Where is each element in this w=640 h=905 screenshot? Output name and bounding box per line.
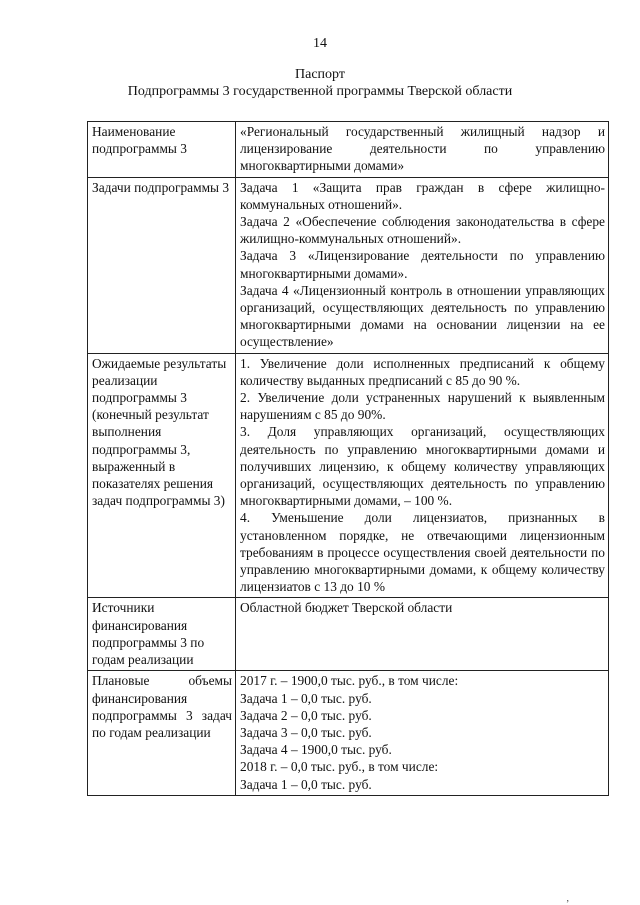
scan-mark: ‚ <box>566 893 570 904</box>
content-paragraph: 1. Увеличение доли исполненных предписаний к общему количеству выданных предписаний с 85 до 90 %. <box>240 355 605 388</box>
content-paragraph: 2. Увеличение доли устраненных нарушений к выявленным нарушениям с 85 до 90%. <box>240 390 605 423</box>
table-row <box>88 353 609 598</box>
content-paragraph: Задача 4 «Лицензионный контроль в отношении управляющих организаций, осуществляющих деятельность по управлению многоквартирными домами на основании лицензии на ее осуществление» <box>240 282 605 350</box>
row-label: Задачи подпрограммы 3 <box>88 177 236 353</box>
content-paragraph: 4. Уменьшение доли лицензиатов, признанных в установленном порядке, не отвечающими лицензионным требованиям в процессе осуществления своей деятельности по управлению многоквартирными домами, к общему количеству лицензиатов с 13 до 10 % <box>240 510 605 595</box>
row-label: Наименование подпрограммы 3 <box>88 122 236 178</box>
row-label: Плановые объемы финансирования подпрограммы 3 задач по годам реализации <box>88 671 236 795</box>
content-paragraph: Задача 2 «Обеспечение соблюдения законодательства в сфере жилищно-коммунальных отношений». <box>240 214 605 247</box>
content-paragraph: Задача 3 «Лицензирование деятельности по управлению многоквартирными домами». <box>240 248 605 281</box>
row-content <box>236 671 609 795</box>
content-paragraph: «Региональный государственный жилищный надзор и лицензирование деятельности по управлению многоквартирными домами» <box>240 124 605 174</box>
page-number: 14 <box>313 36 327 51</box>
row-label: Источники финансирования подпрограммы 3 по годам реализации <box>88 598 236 671</box>
content-paragraph: 2018 г. – 0,0 тыс. руб., в том числе: <box>240 759 439 775</box>
passport-table <box>87 121 609 796</box>
content-paragraph: 3. Доля управляющих организаций, осуществляющих деятельность по управлению многоквартирными домами и получивших лицензию, к общему количеству управляющих организаций, осуществляющих деятельность по управлению многоквартирными домами, – 100 %. <box>240 424 605 509</box>
row-content <box>236 598 609 671</box>
content-paragraph: Задача 3 – 0,0 тыс. руб. <box>240 724 372 740</box>
content-paragraph: Задача 4 – 1900,0 тыс. руб. <box>240 742 392 758</box>
table-row <box>88 598 609 671</box>
row-content <box>236 177 609 353</box>
document-title: Паспорт <box>295 67 345 82</box>
table-row <box>88 671 609 795</box>
document-subtitle: Подпрограммы 3 государственной программы Тверской области <box>127 84 513 99</box>
content-paragraph: Задача 1 «Защита прав граждан в сфере жилищно-коммунальных отношений». <box>240 179 605 212</box>
content-paragraph: 2017 г. – 1900,0 тыс. руб., в том числе: <box>240 673 459 689</box>
content-paragraph: Задача 2 – 0,0 тыс. руб. <box>240 707 372 723</box>
content-paragraph: Задача 1 – 0,0 тыс. руб. <box>240 690 372 706</box>
table-row <box>88 122 609 178</box>
content-paragraph: Задача 1 – 0,0 тыс. руб. <box>240 776 372 792</box>
row-label: Ожидаемые результаты реализации подпрограммы 3 (конечный результат выполнения подпрограммы 3, выраженный в показателях решения задач подпрограммы 3) <box>88 353 236 598</box>
row-content <box>236 353 609 598</box>
table-row <box>88 177 609 353</box>
content-paragraph: Областной бюджет Тверской области <box>240 600 453 616</box>
document-header <box>0 66 640 100</box>
row-content <box>236 122 609 178</box>
